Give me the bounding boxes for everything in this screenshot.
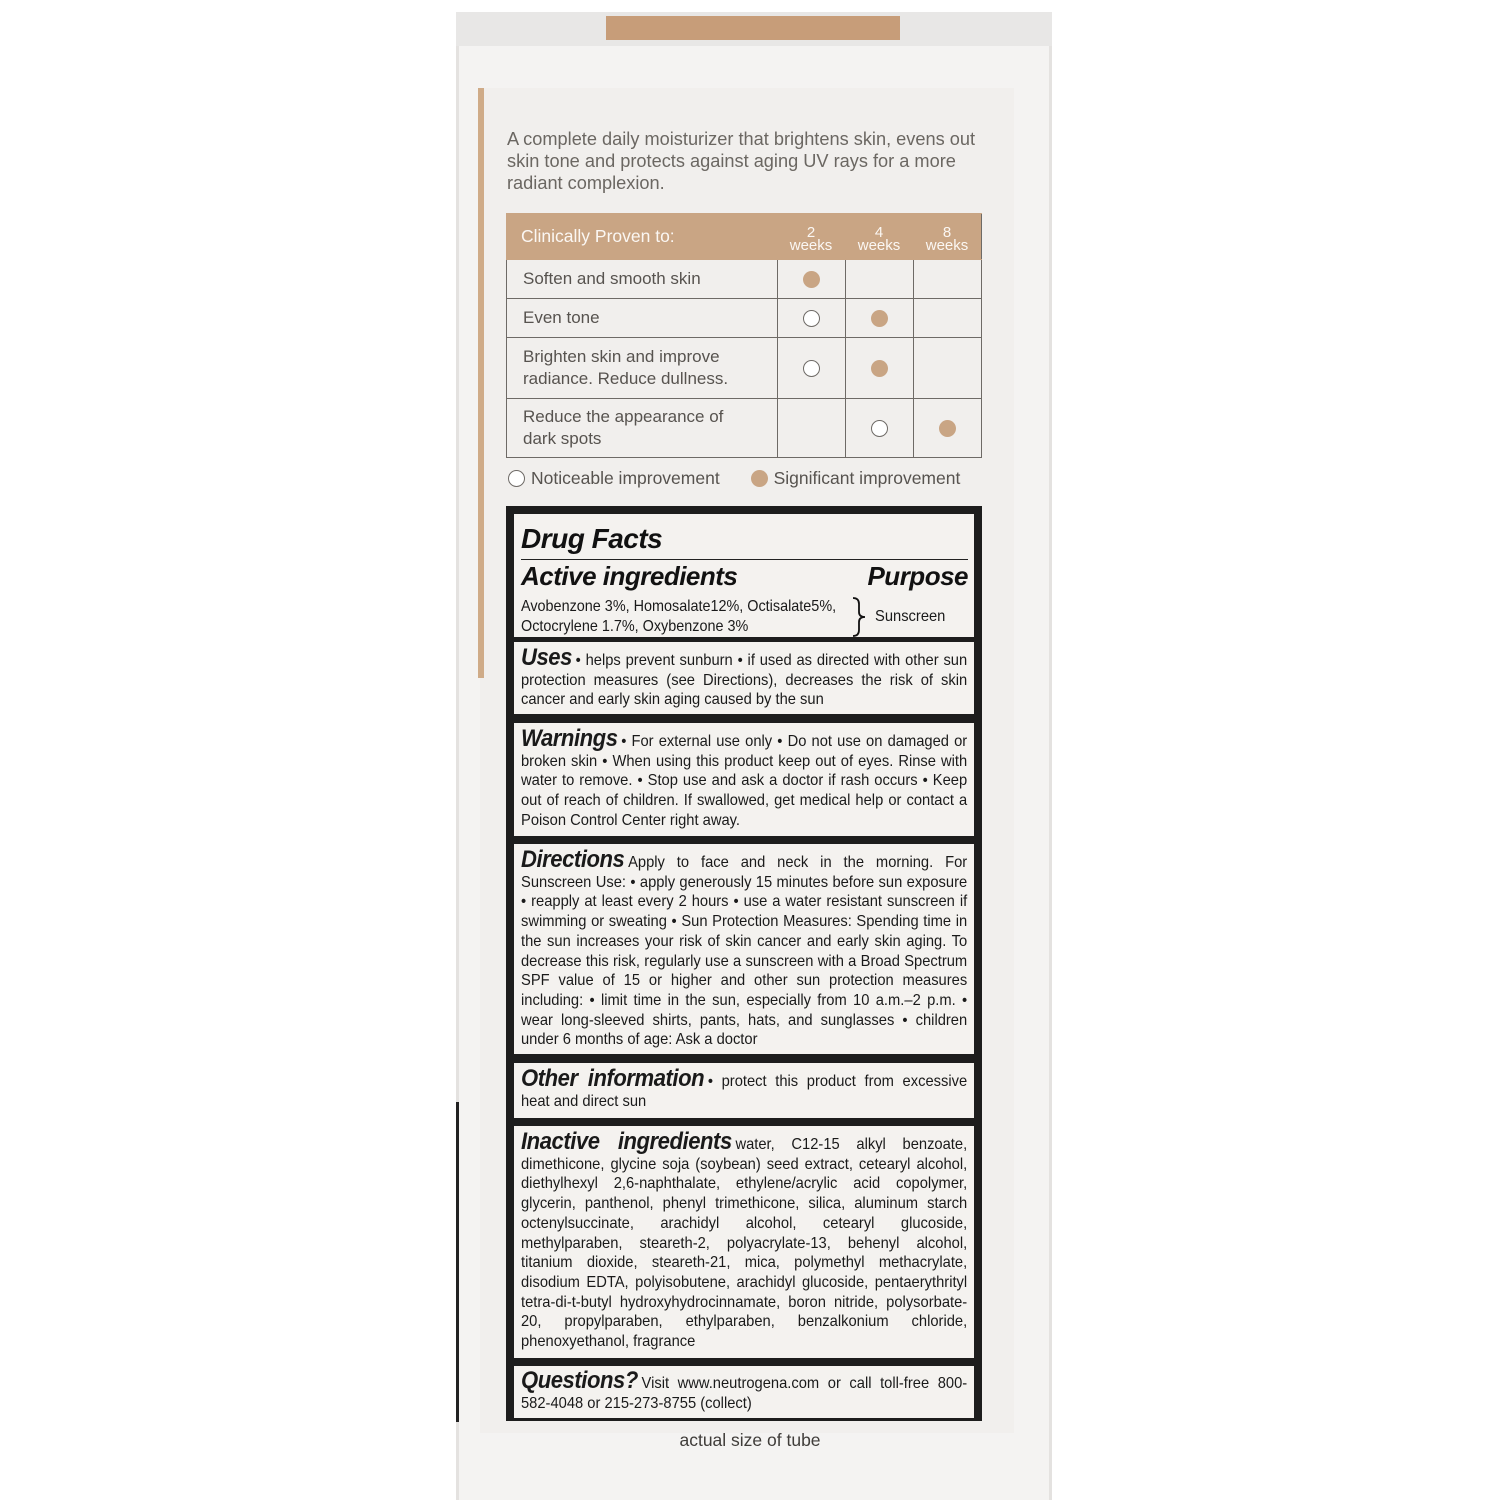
improvement-legend	[508, 468, 988, 492]
table-cell	[913, 338, 982, 399]
table-row	[507, 260, 982, 299]
inactive-ingredients-heading: Inactive ingredients	[521, 1128, 732, 1155]
row-label: Reduce the appearance of dark spots	[507, 399, 778, 458]
column-8-weeks: 8 weeks	[913, 214, 982, 260]
table-cell	[845, 260, 913, 299]
questions-heading: Questions?	[521, 1367, 638, 1394]
purpose-text: Sunscreen	[875, 608, 946, 626]
legend-noticeable-label: Noticeable improvement	[531, 468, 720, 488]
drug-facts-panel	[506, 506, 982, 1421]
row-label: Soften and smooth skin	[507, 260, 778, 299]
noticeable-improvement-marker	[803, 360, 820, 377]
inactive-ingredients-text: Inactive ingredients water, C12-15 alkyl benzoate, dimethicone, glycine soja (soybean) seed extract, cetearyl alcohol, diethylhexyl 2,6-naphthalate, ethylene/acrylic acid copolymer, glycerin, panthenol, phenyl trimethicone, silica, aluminum starch octenylsuccinate, arachidyl alcohol, cetearyl glucoside, methylparaben, steareth-2, polyacrylate-13, behenyl alcohol, titanium dioxide, steareth-21, mica, polymethyl methacrylate, disodium EDTA, polyisobutene, arachidyl glucoside, pentaerythrityl tetra-di-t-butyl hydroxyhydrocinnamate, boron nitride, polysorbate-20, propylparaben, ethylparaben, benzalkonium chloride, phenoxyethanol, fragrance	[521, 1128, 968, 1351]
uses-text: Uses • helps prevent sunburn • if used as directed with other sun protection measures (see Directions), decreases the risk of skin cancer and early skin aging caused by the sun	[521, 644, 968, 709]
questions-box	[514, 1366, 974, 1418]
tube-edge	[478, 88, 484, 678]
product-description: A complete daily moisturizer that brightens skin, evens out skin tone and protects against aging UV rays for a more radiant complexion.	[507, 129, 976, 193]
significant-improvement-marker	[871, 360, 888, 377]
directions-text: Directions Apply to face and neck in the morning. For Sunscreen Use: • apply generously 15 minutes before sun exposure • reapply at least every 2 hours • use a water resistant sunscreen if swimming or sweating • Sun Protection Measures: Spending time in the sun increases your risk of skin cancer and early skin aging. To decrease this risk, regularly use a sunscreen with a Broad Spectrum SPF value of 15 or higher and other sun protection measures including: • limit time in the sun, especially from 10 a.m.–2 p.m. • wear long-sleeved shirts, pants, hats, and sunglasses • children under 6 months of age: Ask a doctor	[521, 846, 968, 1049]
open-circle-icon	[508, 470, 525, 487]
purpose-heading: Purpose	[867, 561, 968, 591]
drug-facts-header-box	[514, 514, 974, 637]
table-row	[507, 338, 982, 399]
legend-significant-label: Significant improvement	[773, 468, 961, 488]
table-cell	[777, 338, 845, 399]
questions-text: Questions? Visit www.neutrogena.com or call toll-free 800-582-4048 or 215-273-8755 (collect)	[521, 1367, 968, 1412]
table-cell	[913, 299, 982, 338]
other-information-box	[514, 1063, 974, 1118]
tube-size-caption: actual size of tube	[679, 1430, 821, 1450]
clinically-proven-table	[506, 213, 982, 458]
warnings-box	[514, 723, 974, 836]
table-cell	[777, 299, 845, 338]
row-label: Brighten skin and improve radiance. Reduce dullness.	[507, 338, 778, 399]
warnings-heading: Warnings	[521, 725, 618, 752]
other-information-text: Other information • protect this product from excessive heat and direct sun	[521, 1065, 968, 1110]
uses-heading: Uses	[521, 644, 572, 671]
legend-noticeable	[508, 468, 720, 489]
package-tab	[606, 16, 900, 40]
table-row	[507, 299, 982, 338]
other-information-heading: Other information	[521, 1065, 705, 1092]
column-2-weeks: 2 weeks	[777, 214, 845, 260]
table-cell	[777, 260, 845, 299]
significant-improvement-marker	[871, 310, 888, 327]
legend-significant	[751, 468, 961, 489]
table-cell	[913, 260, 982, 299]
warnings-text: Warnings • For external use only • Do not use on damaged or broken skin • When using this product keep out of eyes. Rinse with water to remove. • Stop use and ask a doctor if rash occurs • Keep out of reach of children. If swallowed, get medical help or contact a Poison Control Center right away.	[521, 725, 968, 829]
package-edge-shadow	[456, 1102, 459, 1422]
active-ingredients-heading: Active ingredients	[521, 561, 738, 591]
brace-icon	[849, 596, 869, 638]
inactive-ingredients-box	[514, 1126, 974, 1358]
noticeable-improvement-marker	[803, 310, 820, 327]
table-cell	[845, 338, 913, 399]
uses-box	[514, 642, 974, 714]
noticeable-improvement-marker	[871, 420, 888, 437]
table-cell	[845, 399, 913, 458]
column-4-weeks: 4 weeks	[845, 214, 913, 260]
active-ingredients-list: Avobenzone 3%, Homosalate12%, Octisalate5%, Octocrylene 1.7%, Oxybenzone 3%	[521, 598, 837, 635]
table-cell	[913, 399, 982, 458]
directions-box	[514, 844, 974, 1054]
drug-facts-title: Drug Facts	[521, 523, 663, 554]
row-label: Even tone	[507, 299, 778, 338]
significant-improvement-marker	[803, 271, 820, 288]
filled-circle-icon	[751, 470, 768, 487]
table-header-label: Clinically Proven to:	[507, 214, 778, 260]
significant-improvement-marker	[939, 420, 956, 437]
directions-heading: Directions	[521, 846, 625, 873]
table-cell	[845, 299, 913, 338]
table-cell	[777, 399, 845, 458]
table-row	[507, 399, 982, 458]
